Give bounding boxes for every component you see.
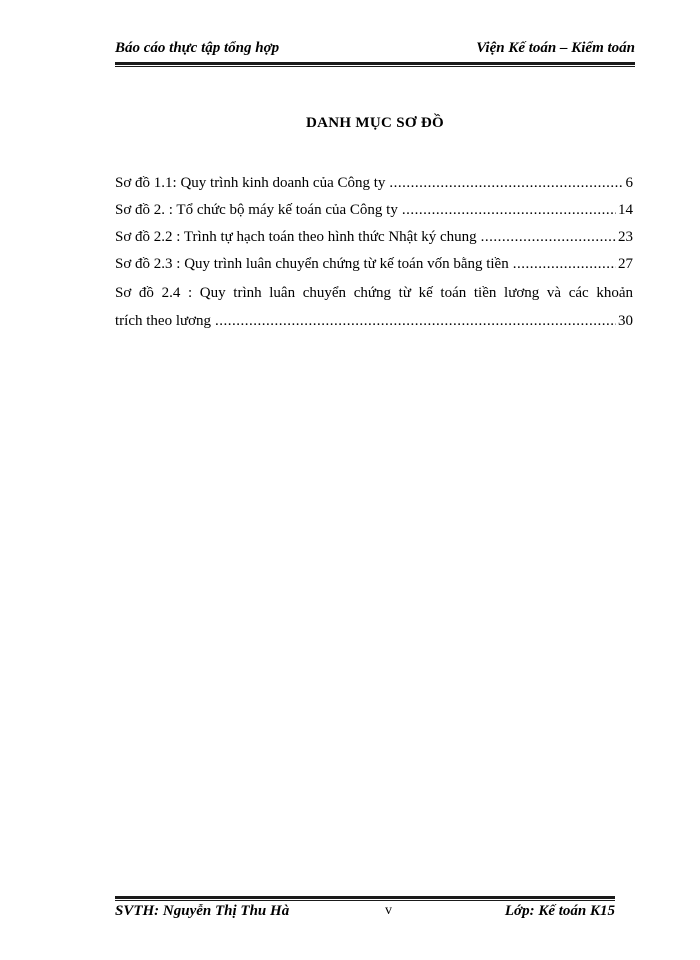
footer-student: SVTH: Nguyễn Thị Thu Hà bbox=[115, 903, 290, 919]
toc-leader-dots bbox=[389, 170, 623, 197]
header-rule bbox=[115, 62, 635, 65]
page-footer bbox=[115, 903, 615, 925]
toc-entry-page: 14 bbox=[618, 202, 633, 218]
toc-leader-dots bbox=[481, 224, 616, 251]
header-institute: Viện Kế toán – Kiểm toán bbox=[476, 40, 635, 56]
toc-entry-label: Sơ đồ 1.1: Quy trình kinh doanh của Công ty bbox=[115, 175, 386, 191]
toc-entry-page: 23 bbox=[618, 229, 633, 245]
toc-entry[interactable] bbox=[115, 251, 633, 278]
table-of-contents bbox=[115, 170, 633, 335]
toc-entry[interactable] bbox=[115, 170, 633, 197]
toc-entry-label: Sơ đồ 2. : Tổ chức bộ máy kế toán của Công ty bbox=[115, 202, 398, 218]
toc-entry[interactable] bbox=[115, 224, 633, 251]
toc-entry-label: Sơ đồ 2.2 : Trình tự hạch toán theo hình thức Nhật ký chung bbox=[115, 229, 477, 245]
page-title: DANH MỤC SƠ ĐỒ bbox=[306, 115, 444, 131]
toc-entry[interactable] bbox=[115, 278, 633, 335]
header-rule-thin bbox=[115, 66, 635, 67]
footer-rule-thin bbox=[115, 900, 615, 901]
toc-entry-line2 bbox=[115, 308, 633, 335]
toc-entry-page: 27 bbox=[618, 256, 633, 272]
toc-entry-label: Sơ đồ 2.3 : Quy trình luân chuyển chứng từ kế toán vốn bằng tiền bbox=[115, 256, 509, 272]
toc-entry-label-line2: trích theo lương bbox=[115, 313, 212, 329]
page-header bbox=[115, 40, 635, 62]
footer-rule bbox=[115, 896, 615, 899]
toc-entry[interactable] bbox=[115, 197, 633, 224]
footer-page-number: v bbox=[385, 903, 392, 918]
toc-leader-dots bbox=[215, 308, 616, 335]
toc-leader-dots bbox=[402, 197, 616, 224]
toc-entry-page: 6 bbox=[625, 175, 633, 191]
toc-entry-label-line1: Sơ đồ 2.4 : Quy trình luân chuyển chứng từ kế toán tiền lương và các khoản bbox=[115, 285, 633, 301]
header-report-title: Báo cáo thực tập tổng hợp bbox=[115, 40, 280, 56]
toc-leader-dots bbox=[513, 251, 616, 278]
toc-entry-page: 30 bbox=[618, 313, 633, 329]
footer-class: Lớp: Kế toán K15 bbox=[504, 903, 615, 919]
